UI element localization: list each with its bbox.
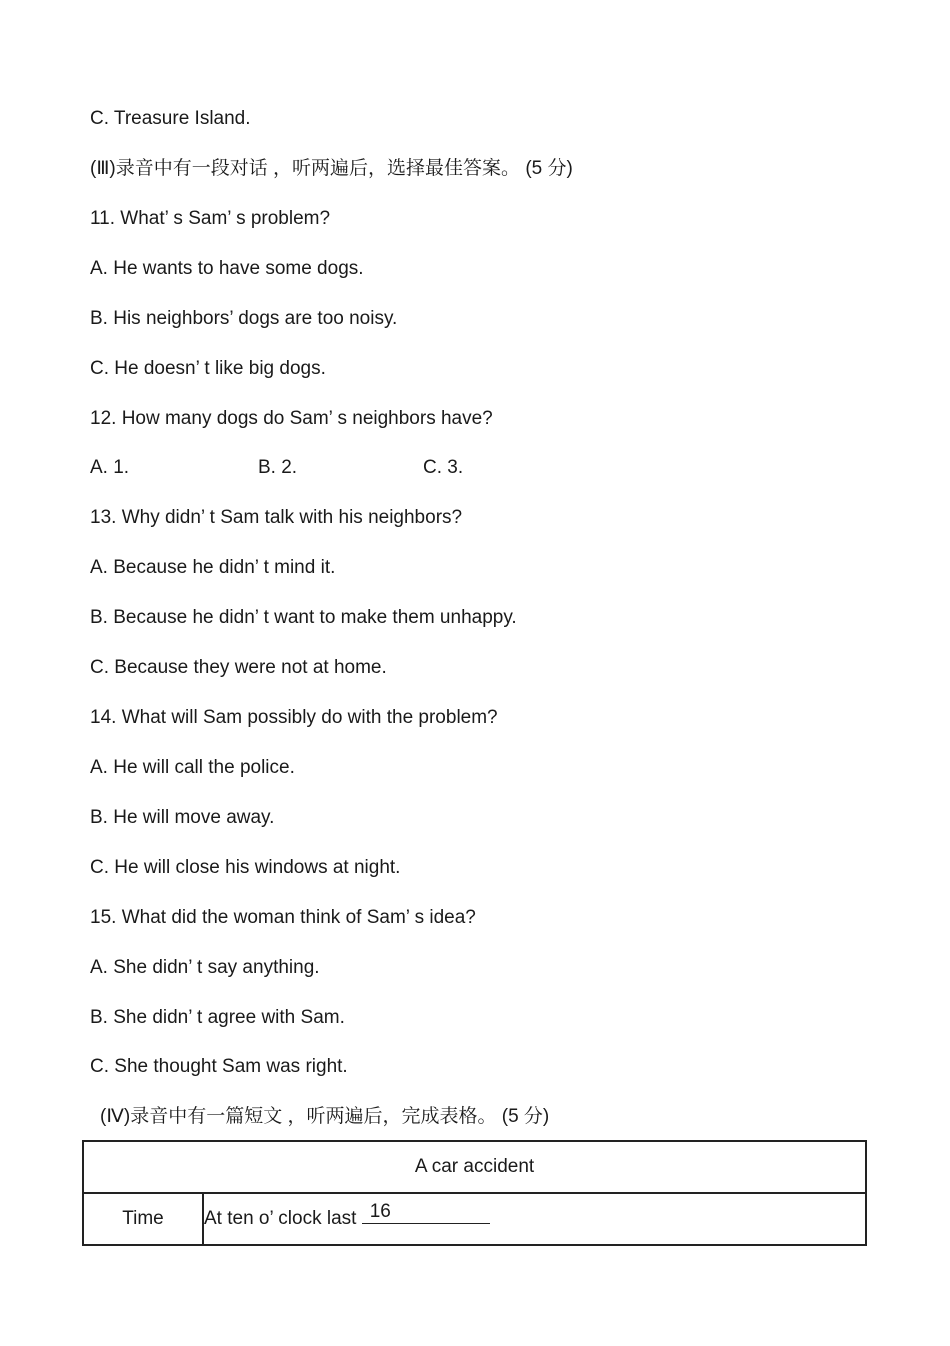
blank-number: 16	[369, 1201, 391, 1222]
section-3-heading: (Ⅲ)录音中有一段对话 ，听两遍后，选择最佳答案。 (5 分)	[90, 158, 573, 179]
question-14: 14. What will Sam possibly do with the problem?	[90, 707, 498, 728]
option-11c: C. He doesn’ t like big dogs.	[90, 358, 326, 379]
option-12a: A. 1.	[90, 457, 130, 478]
option-13a: A. Because he didn’ t mind it.	[90, 557, 336, 578]
section-4-heading: (Ⅳ)录音中有一篇短文 ，听两遍后，完成表格。 (5 分)	[100, 1106, 550, 1127]
option-15b: B. She didn’ t agree with Sam.	[90, 1007, 345, 1028]
text-line-c-treasure-island: C. Treasure Island.	[90, 108, 251, 129]
question-13: 13. Why didn’ t Sam talk with his neighbors?	[90, 507, 463, 528]
option-11a: A. He wants to have some dogs.	[90, 258, 364, 279]
question-15: 15. What did the woman think of Sam’ s idea?	[90, 907, 476, 928]
accident-table	[82, 1140, 867, 1246]
option-12c: C. 3.	[423, 457, 464, 478]
answer-blank-16[interactable]	[362, 1201, 490, 1224]
option-14a: A. He will call the police.	[90, 757, 295, 778]
option-13b: B. Because he didn’ t want to make them unhappy.	[90, 607, 517, 628]
option-15c: C. She thought Sam was right.	[90, 1056, 348, 1077]
option-14c: C. He will close his windows at night.	[90, 857, 401, 878]
table-row	[83, 1193, 866, 1245]
option-12b: B. 2.	[258, 457, 298, 478]
table-title: A car accident	[83, 1141, 866, 1193]
table-row-value	[203, 1193, 866, 1245]
option-14b: B. He will move away.	[90, 807, 275, 828]
option-13c: C. Because they were not at home.	[90, 657, 387, 678]
option-11b: B. His neighbors’ dogs are too noisy.	[90, 308, 398, 329]
table-row-label: Time	[83, 1193, 203, 1245]
table-title-row	[83, 1141, 866, 1193]
table-row-value-text: At ten o’ clock last	[204, 1208, 362, 1229]
question-12: 12. How many dogs do Sam’ s neighbors have?	[90, 408, 493, 429]
question-11: 11. What’ s Sam’ s problem?	[90, 208, 331, 229]
option-15a: A. She didn’ t say anything.	[90, 957, 320, 978]
